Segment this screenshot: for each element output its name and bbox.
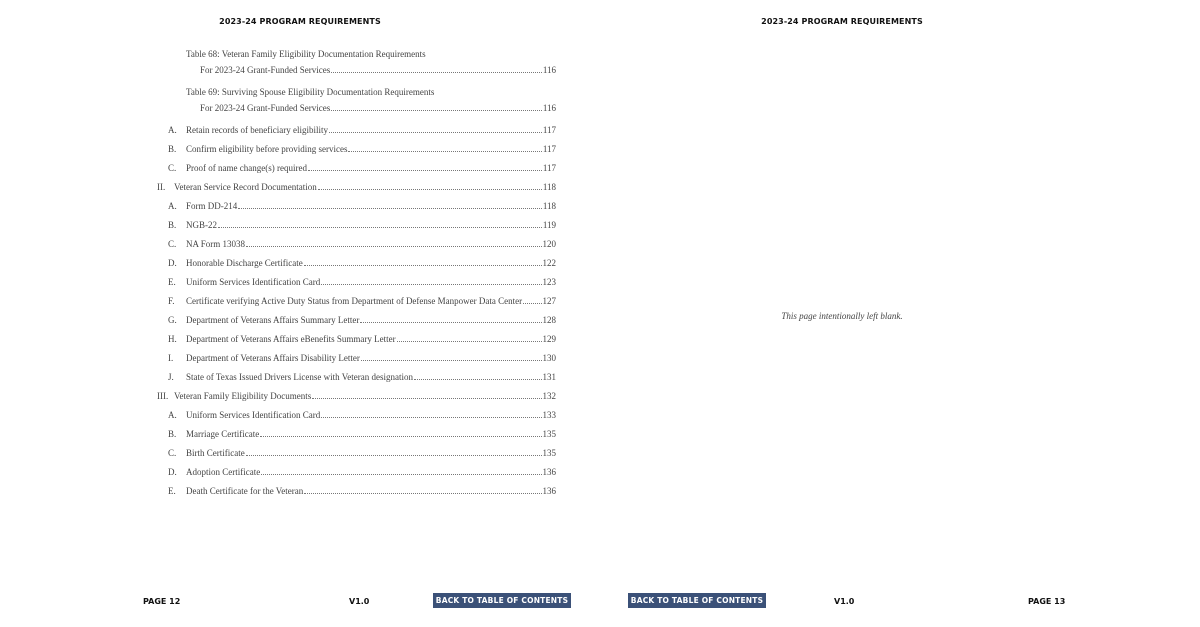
toc-entry-page: 122 [542, 258, 556, 268]
version-label: V1.0 [349, 597, 370, 606]
toc-entry-number: E. [168, 486, 176, 496]
toc-entry-number: B. [168, 144, 177, 154]
toc-leader-dots [329, 125, 542, 133]
toc-entry-page: 117 [542, 163, 556, 173]
toc-leader-dots [261, 467, 541, 475]
back-to-toc-button[interactable]: BACK TO TABLE OF CONTENTS [433, 593, 571, 608]
toc-entry[interactable] [168, 125, 556, 136]
toc-entry-title: Proof of name change(s) required [186, 163, 307, 173]
toc-entry[interactable] [168, 467, 556, 478]
toc-entry-page: 131 [542, 372, 556, 382]
toc-entry-number: J. [168, 372, 174, 382]
toc-entry[interactable] [168, 486, 556, 497]
toc-entry-page: 116 [542, 65, 556, 75]
toc-leader-dots [246, 448, 542, 456]
toc-leader-dots [397, 334, 542, 342]
toc-entry-page: 135 [542, 448, 556, 458]
toc-leader-dots [523, 296, 541, 304]
toc-entry-number: B. [168, 220, 177, 230]
toc-entry[interactable] [200, 103, 556, 114]
toc-leader-dots [321, 277, 541, 285]
toc-entry-title: Honorable Discharge Certificate [186, 258, 303, 268]
toc-entry-number: E. [168, 277, 176, 287]
toc-leader-dots [238, 201, 542, 209]
toc-entry-page: 132 [542, 391, 556, 401]
toc-entry-page: 133 [542, 410, 556, 420]
toc-entry-title: Adoption Certificate [186, 467, 261, 477]
toc-entry-title: Table 68: Veteran Family Eligibility Documentation Requirements [186, 49, 426, 59]
toc-entry[interactable] [157, 391, 556, 402]
toc-entry-title: For 2023-24 Grant-Funded Services [200, 65, 331, 75]
toc-entry[interactable] [168, 410, 556, 421]
toc-entry-number: F. [168, 296, 175, 306]
toc-entry[interactable] [168, 258, 556, 269]
toc-leader-dots [304, 258, 542, 266]
page-header: 2023-24 PROGRAM REQUIREMENTS [761, 17, 923, 26]
toc-entry-page: 123 [542, 277, 556, 287]
toc-entry-title: Birth Certificate [186, 448, 245, 458]
toc-entry-title: Form DD-214 [186, 201, 238, 211]
toc-entry-page: 118 [542, 201, 556, 211]
toc-entry[interactable] [168, 163, 556, 174]
toc-leader-dots [331, 103, 542, 111]
toc-entry-title: Confirm eligibility before providing services [186, 144, 348, 154]
toc-leader-dots [414, 372, 542, 380]
toc-entry-page: 136 [542, 486, 556, 496]
toc-entry[interactable] [168, 372, 556, 383]
toc-entry-number: G. [168, 315, 177, 325]
toc-entry-title: Certificate verifying Active Duty Status from Department of Defense Manpower Data Center [186, 296, 523, 306]
toc-entry-title: Uniform Services Identification Card [186, 277, 321, 287]
toc-entry-number: D. [168, 467, 177, 477]
toc-entry-title: Death Certificate for the Veteran [186, 486, 304, 496]
toc-entry-title: Uniform Services Identification Card [186, 410, 321, 420]
toc-leader-dots [331, 65, 542, 73]
toc-entry[interactable] [186, 87, 556, 98]
toc-leader-dots [312, 391, 541, 399]
toc-entry-title: Department of Veterans Affairs Summary Letter [186, 315, 360, 325]
toc-entry-page: 119 [542, 220, 556, 230]
toc-entry[interactable] [168, 220, 556, 231]
toc-entry[interactable] [168, 448, 556, 459]
toc-entry-title: Table 69: Surviving Spouse Eligibility Documentation Requirements [186, 87, 435, 97]
toc-entry[interactable] [168, 334, 556, 345]
toc-entry-title: Department of Veterans Affairs Disability Letter [186, 353, 360, 363]
back-to-toc-button[interactable]: BACK TO TABLE OF CONTENTS [628, 593, 766, 608]
toc-entry-title: NA Form 13038 [186, 239, 246, 249]
toc-entry[interactable] [168, 353, 556, 364]
page-number: PAGE 13 [1028, 597, 1066, 606]
toc-leader-dots [308, 163, 542, 171]
toc-leader-dots [218, 220, 542, 228]
toc-entry-number: III. [157, 391, 169, 401]
toc-entry[interactable] [168, 315, 556, 326]
toc-leader-dots [318, 182, 542, 190]
toc-leader-dots [260, 429, 541, 437]
toc-entry-title: Veteran Service Record Documentation [174, 182, 317, 192]
toc-leader-dots [348, 144, 541, 152]
toc-entry[interactable] [168, 201, 556, 212]
toc-leader-dots [360, 315, 541, 323]
toc-entry-page: 116 [542, 103, 556, 113]
toc-entry-title: Veteran Family Eligibility Documents [174, 391, 312, 401]
toc-entry-number: A. [168, 125, 177, 135]
toc-entry[interactable] [157, 182, 556, 193]
blank-page-note: This page intentionally left blank. [781, 311, 903, 321]
toc-entry-number: A. [168, 201, 177, 211]
toc-entry-page: 117 [542, 125, 556, 135]
toc-entry-number: II. [157, 182, 166, 192]
toc-entry[interactable] [168, 429, 556, 440]
toc-entry-number: H. [168, 334, 177, 344]
toc-entry-title: Retain records of beneficiary eligibility [186, 125, 328, 135]
toc-entry-page: 130 [542, 353, 556, 363]
toc-entry-page: 118 [542, 182, 556, 192]
toc-entry-number: C. [168, 448, 177, 458]
toc-entry-title: For 2023-24 Grant-Funded Services [200, 103, 331, 113]
toc-entry-number: C. [168, 163, 177, 173]
toc-entry-page: 120 [542, 239, 556, 249]
toc-entry-number: B. [168, 429, 177, 439]
version-label: V1.0 [834, 597, 855, 606]
toc-entry-page: 136 [542, 467, 556, 477]
toc-leader-dots [304, 486, 541, 494]
page-header: 2023-24 PROGRAM REQUIREMENTS [219, 17, 381, 26]
toc-entry[interactable] [200, 65, 556, 76]
toc-entry-page: 135 [542, 429, 556, 439]
toc-entry[interactable] [168, 296, 556, 307]
toc-leader-dots [246, 239, 541, 247]
toc-entry-number: D. [168, 258, 177, 268]
toc-entry-title: NGB-22 [186, 220, 217, 230]
toc-entry-page: 117 [542, 144, 556, 154]
page-number: PAGE 12 [143, 597, 181, 606]
toc-entry[interactable] [168, 144, 556, 155]
toc-leader-dots [321, 410, 541, 418]
toc-entry[interactable] [168, 239, 556, 250]
toc-entry-page: 127 [542, 296, 556, 306]
toc-entry-page: 128 [542, 315, 556, 325]
toc-leader-dots [361, 353, 542, 361]
toc-entry[interactable] [168, 277, 556, 288]
toc-entry[interactable] [186, 49, 556, 60]
toc-entry-title: State of Texas Issued Drivers License with Veteran designation [186, 372, 413, 382]
toc-entry-number: C. [168, 239, 177, 249]
toc-entry-title: Department of Veterans Affairs eBenefits Summary Letter [186, 334, 396, 344]
toc-entry-number: I. [168, 353, 174, 363]
toc-entry-number: A. [168, 410, 177, 420]
right-page [600, 0, 1200, 627]
toc-entry-title: Marriage Certificate [186, 429, 260, 439]
toc-entry-page: 129 [542, 334, 556, 344]
